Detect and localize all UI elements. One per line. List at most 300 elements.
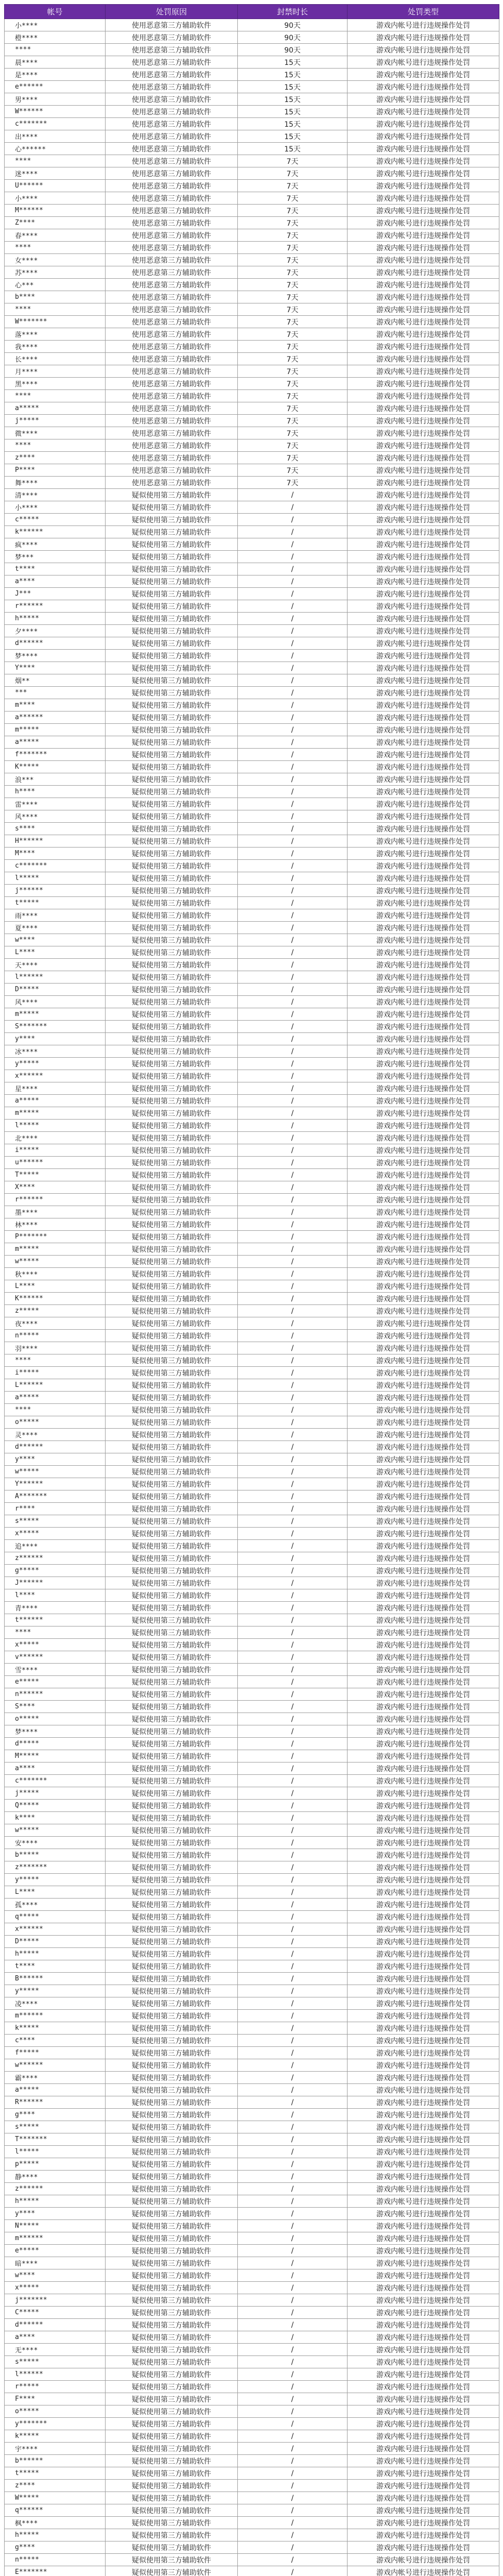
table-row	[5, 1243, 499, 1256]
type-cell: 游戏内帐号进行违规操作处罚	[348, 2467, 499, 2480]
table-row	[5, 613, 499, 625]
table-row	[5, 959, 499, 971]
table-row	[5, 786, 499, 798]
duration-cell: /	[238, 1231, 348, 1243]
duration-cell: /	[238, 489, 348, 501]
duration-cell: 7天	[238, 279, 348, 291]
reason-cell: 疑似使用第三方辅助软件	[106, 2307, 238, 2319]
type-cell: 游戏内帐号进行违规操作处罚	[348, 2245, 499, 2257]
type-cell: 游戏内帐号进行违规操作处罚	[348, 2455, 499, 2467]
table-row	[5, 2183, 499, 2195]
account-cell: d******	[5, 637, 106, 650]
table-row	[5, 2492, 499, 2504]
table-row	[5, 1218, 499, 1231]
account-cell: 暗****	[5, 2257, 106, 2269]
duration-cell: /	[238, 1490, 348, 1503]
duration-cell: /	[238, 1911, 348, 1923]
table-row	[5, 2319, 499, 2331]
duration-cell: /	[238, 625, 348, 637]
duration-cell: /	[238, 848, 348, 860]
account-cell: 雨****	[5, 909, 106, 922]
account-cell: e*****	[5, 1676, 106, 1688]
account-cell: y****	[5, 2208, 106, 2220]
account-cell: U******	[5, 180, 106, 192]
account-cell: E*******	[5, 2566, 106, 2576]
duration-cell: /	[238, 2529, 348, 2541]
reason-cell: 疑似使用第三方辅助软件	[106, 1874, 238, 1886]
type-cell: 游戏内帐号进行违规操作处罚	[348, 1824, 499, 1837]
table-row	[5, 1490, 499, 1503]
duration-cell: /	[238, 1330, 348, 1342]
account-cell: R******	[5, 2096, 106, 2109]
duration-cell: /	[238, 2183, 348, 2195]
reason-cell: 疑似使用第三方辅助软件	[106, 674, 238, 687]
duration-cell: /	[238, 2455, 348, 2467]
type-cell: 游戏内帐号进行违规操作处罚	[348, 143, 499, 155]
table-row	[5, 2072, 499, 2084]
account-cell: 心******	[5, 143, 106, 155]
account-cell: m******	[5, 2010, 106, 2022]
duration-cell: /	[238, 2294, 348, 2307]
reason-cell: 使用恶意第三方辅助软件	[106, 427, 238, 439]
duration-cell: /	[238, 1713, 348, 1725]
type-cell: 游戏内帐号进行违规操作处罚	[348, 2022, 499, 2035]
table-row	[5, 217, 499, 229]
account-cell: x*****	[5, 1639, 106, 1651]
reason-cell: 疑似使用第三方辅助软件	[106, 1614, 238, 1626]
duration-cell: /	[238, 1800, 348, 1812]
duration-cell: /	[238, 835, 348, 848]
type-cell: 游戏内帐号进行违规操作处罚	[348, 1317, 499, 1330]
type-cell: 游戏内帐号进行违规操作处罚	[348, 1305, 499, 1317]
reason-cell: 疑似使用第三方辅助软件	[106, 625, 238, 637]
duration-cell: /	[238, 1379, 348, 1392]
reason-cell: 使用恶意第三方辅助软件	[106, 31, 238, 44]
table-body	[5, 19, 499, 2576]
duration-cell: /	[238, 2109, 348, 2121]
table-row	[5, 2269, 499, 2282]
type-cell: 游戏内帐号进行违规操作处罚	[348, 2331, 499, 2344]
table-row	[5, 650, 499, 662]
table-row	[5, 1008, 499, 1021]
account-cell: y*******	[5, 2418, 106, 2430]
reason-cell: 疑似使用第三方辅助软件	[106, 1528, 238, 1540]
duration-cell: /	[238, 922, 348, 934]
table-row	[5, 402, 499, 415]
duration-cell: /	[238, 761, 348, 773]
account-cell: 微****	[5, 427, 106, 439]
account-cell: ****	[5, 439, 106, 452]
reason-cell: 疑似使用第三方辅助软件	[106, 1008, 238, 1021]
reason-cell: 疑似使用第三方辅助软件	[106, 2492, 238, 2504]
reason-cell: 疑似使用第三方辅助软件	[106, 613, 238, 625]
reason-cell: 疑似使用第三方辅助软件	[106, 1985, 238, 1997]
reason-cell: 疑似使用第三方辅助软件	[106, 600, 238, 613]
reason-cell: 疑似使用第三方辅助软件	[106, 1688, 238, 1701]
duration-cell: /	[238, 1577, 348, 1589]
type-cell: 游戏内帐号进行违规操作处罚	[348, 736, 499, 749]
type-cell: 游戏内帐号进行违规操作处罚	[348, 1750, 499, 1762]
duration-cell: /	[238, 687, 348, 699]
reason-cell: 疑似使用第三方辅助软件	[106, 1800, 238, 1812]
reason-cell: 使用恶意第三方辅助软件	[106, 93, 238, 106]
account-cell: w******	[5, 2059, 106, 2072]
type-cell: 游戏内帐号进行违规操作处罚	[348, 439, 499, 452]
account-cell: e*****	[5, 2245, 106, 2257]
type-cell: 游戏内帐号进行违规操作处罚	[348, 69, 499, 81]
table-row	[5, 378, 499, 390]
table-row	[5, 1923, 499, 1936]
account-cell: q*****	[5, 1911, 106, 1923]
account-cell: 梦****	[5, 1725, 106, 1738]
account-cell: a****	[5, 2331, 106, 2344]
duration-cell: /	[238, 786, 348, 798]
type-cell: 游戏内帐号进行违规操作处罚	[348, 464, 499, 477]
table-row	[5, 724, 499, 736]
reason-cell: 疑似使用第三方辅助软件	[106, 897, 238, 909]
account-cell: S****	[5, 1701, 106, 1713]
account-cell: 追****	[5, 1540, 106, 1552]
reason-cell: 疑似使用第三方辅助软件	[106, 1923, 238, 1936]
account-cell: j*****	[5, 1787, 106, 1800]
account-cell: J***	[5, 588, 106, 600]
table-row	[5, 761, 499, 773]
account-cell: a*****	[5, 736, 106, 749]
type-cell: 游戏内帐号进行违规操作处罚	[348, 946, 499, 959]
reason-cell: 疑似使用第三方辅助软件	[106, 1268, 238, 1280]
duration-cell: /	[238, 1824, 348, 1837]
type-cell: 游戏内帐号进行违规操作处罚	[348, 353, 499, 365]
duration-cell: /	[238, 1762, 348, 1775]
reason-cell: 使用恶意第三方辅助软件	[106, 44, 238, 56]
type-cell: 游戏内帐号进行违规操作处罚	[348, 1713, 499, 1725]
type-cell: 游戏内帐号进行违规操作处罚	[348, 2109, 499, 2121]
table-row	[5, 1861, 499, 1874]
account-cell: n******	[5, 1688, 106, 1701]
duration-cell: /	[238, 600, 348, 613]
account-cell: C*****	[5, 2307, 106, 2319]
duration-cell: 90天	[238, 19, 348, 31]
account-cell: x*****	[5, 1528, 106, 1540]
reason-cell: 疑似使用第三方辅助软件	[106, 2010, 238, 2022]
type-cell: 游戏内帐号进行违规操作处罚	[348, 2381, 499, 2393]
account-cell: f*****	[5, 2047, 106, 2059]
table-row	[5, 2195, 499, 2208]
type-cell: 游戏内帐号进行违规操作处罚	[348, 192, 499, 205]
table-row	[5, 44, 499, 56]
type-cell: 游戏内帐号进行违规操作处罚	[348, 2554, 499, 2566]
duration-cell: /	[238, 2245, 348, 2257]
account-cell: w****	[5, 934, 106, 946]
table-row	[5, 1589, 499, 1602]
reason-cell: 疑似使用第三方辅助软件	[106, 1194, 238, 1206]
duration-cell: 7天	[238, 439, 348, 452]
table-row	[5, 93, 499, 106]
type-cell: 游戏内帐号进行违规操作处罚	[348, 1120, 499, 1132]
duration-cell: 7天	[238, 205, 348, 217]
account-cell: T*****	[5, 1169, 106, 1181]
account-cell: w*****	[5, 1466, 106, 1478]
type-cell: 游戏内帐号进行违规操作处罚	[348, 167, 499, 180]
type-cell: 游戏内帐号进行违规操作处罚	[348, 1021, 499, 1033]
reason-cell: 使用恶意第三方辅助软件	[106, 106, 238, 118]
type-cell: 游戏内帐号进行违规操作处罚	[348, 1602, 499, 1614]
account-cell: M******	[5, 205, 106, 217]
type-cell: 游戏内帐号进行违规操作处罚	[348, 291, 499, 303]
reason-cell: 疑似使用第三方辅助软件	[106, 1441, 238, 1453]
reason-cell: 疑似使用第三方辅助软件	[106, 1664, 238, 1676]
table-row	[5, 2035, 499, 2047]
reason-cell: 疑似使用第三方辅助软件	[106, 2158, 238, 2171]
table-row	[5, 2010, 499, 2022]
account-cell: s*****	[5, 2121, 106, 2133]
account-cell: 夜****	[5, 1317, 106, 1330]
account-cell: 小****	[5, 192, 106, 205]
account-cell: 橙****	[5, 31, 106, 44]
reason-cell: 疑似使用第三方辅助软件	[106, 1676, 238, 1688]
table-row	[5, 1045, 499, 1058]
reason-cell: 疑似使用第三方辅助软件	[106, 1490, 238, 1503]
reason-cell: 疑似使用第三方辅助软件	[106, 2084, 238, 2096]
type-cell: 游戏内帐号进行违规操作处罚	[348, 699, 499, 711]
account-cell: ****	[5, 155, 106, 167]
account-cell: 风****	[5, 996, 106, 1008]
duration-cell: /	[238, 2059, 348, 2072]
duration-cell: 7天	[238, 427, 348, 439]
type-cell: 游戏内帐号进行违规操作处罚	[348, 1058, 499, 1070]
account-cell: r******	[5, 1194, 106, 1206]
type-cell: 游戏内帐号进行违规操作处罚	[348, 2393, 499, 2405]
account-cell: T*******	[5, 2133, 106, 2146]
reason-cell: 使用恶意第三方辅助软件	[106, 328, 238, 341]
duration-cell: /	[238, 1540, 348, 1552]
table-row	[5, 749, 499, 761]
account-cell: l****	[5, 1589, 106, 1602]
duration-cell: /	[238, 2269, 348, 2282]
account-cell: Q*****	[5, 1800, 106, 1812]
account-cell: 风****	[5, 810, 106, 823]
reason-cell: 疑似使用第三方辅助软件	[106, 1589, 238, 1602]
reason-cell: 使用恶意第三方辅助软件	[106, 217, 238, 229]
type-cell: 游戏内帐号进行违规操作处罚	[348, 1157, 499, 1169]
reason-cell: 疑似使用第三方辅助软件	[106, 1775, 238, 1787]
duration-cell: 7天	[238, 402, 348, 415]
duration-cell: /	[238, 1354, 348, 1367]
reason-cell: 疑似使用第三方辅助软件	[106, 1837, 238, 1849]
reason-cell: 疑似使用第三方辅助软件	[106, 526, 238, 538]
duration-cell: 90天	[238, 44, 348, 56]
type-cell: 游戏内帐号进行违规操作处罚	[348, 2368, 499, 2381]
table-row	[5, 279, 499, 291]
header-duration: 封禁时长	[238, 5, 348, 19]
table-row	[5, 81, 499, 93]
reason-cell: 疑似使用第三方辅助软件	[106, 1305, 238, 1317]
reason-cell: 使用恶意第三方辅助软件	[106, 452, 238, 464]
table-row	[5, 773, 499, 786]
type-cell: 游戏内帐号进行违规操作处罚	[348, 1973, 499, 1985]
table-row	[5, 1960, 499, 1973]
table-row	[5, 439, 499, 452]
type-cell: 游戏内帐号进行违规操作处罚	[348, 2430, 499, 2443]
type-cell: 游戏内帐号进行违规操作处罚	[348, 303, 499, 316]
table-row	[5, 2529, 499, 2541]
type-cell: 游戏内帐号进行违规操作处罚	[348, 1243, 499, 1256]
table-row	[5, 2554, 499, 2566]
type-cell: 游戏内帐号进行违规操作处罚	[348, 1478, 499, 1490]
type-cell: 游戏内帐号进行违规操作处罚	[348, 19, 499, 31]
reason-cell: 疑似使用第三方辅助软件	[106, 1379, 238, 1392]
account-cell: 冰****	[5, 1045, 106, 1058]
type-cell: 游戏内帐号进行违规操作处罚	[348, 1540, 499, 1552]
type-cell: 游戏内帐号进行违规操作处罚	[348, 2356, 499, 2368]
type-cell: 游戏内帐号进行违规操作处罚	[348, 56, 499, 69]
reason-cell: 使用恶意第三方辅助软件	[106, 477, 238, 489]
table-row	[5, 1354, 499, 1367]
reason-cell: 疑似使用第三方辅助软件	[106, 959, 238, 971]
reason-cell: 使用恶意第三方辅助软件	[106, 69, 238, 81]
account-cell: X****	[5, 1181, 106, 1194]
duration-cell: /	[238, 501, 348, 514]
account-cell: 烟**	[5, 674, 106, 687]
duration-cell: /	[238, 1120, 348, 1132]
table-row	[5, 501, 499, 514]
table-row	[5, 514, 499, 526]
type-cell: 游戏内帐号进行违规操作处罚	[348, 2133, 499, 2146]
table-row	[5, 2158, 499, 2171]
type-cell: 游戏内帐号进行违规操作处罚	[348, 2220, 499, 2232]
table-row	[5, 1824, 499, 1837]
table-row	[5, 365, 499, 378]
table-row	[5, 2245, 499, 2257]
reason-cell: 疑似使用第三方辅助软件	[106, 1750, 238, 1762]
type-cell: 游戏内帐号进行违规操作处罚	[348, 749, 499, 761]
table-row	[5, 1899, 499, 1911]
duration-cell: /	[238, 2121, 348, 2133]
reason-cell: 疑似使用第三方辅助软件	[106, 1997, 238, 2010]
duration-cell: /	[238, 2368, 348, 2381]
reason-cell: 疑似使用第三方辅助软件	[106, 2455, 238, 2467]
reason-cell: 使用恶意第三方辅助软件	[106, 390, 238, 402]
type-cell: 游戏内帐号进行违规操作处罚	[348, 390, 499, 402]
table-row	[5, 56, 499, 69]
type-cell: 游戏内帐号进行违规操作处罚	[348, 959, 499, 971]
type-cell: 游戏内帐号进行违规操作处罚	[348, 2035, 499, 2047]
duration-cell: /	[238, 1725, 348, 1738]
reason-cell: 疑似使用第三方辅助软件	[106, 2257, 238, 2269]
reason-cell: 疑似使用第三方辅助软件	[106, 1095, 238, 1107]
account-cell: z****	[5, 452, 106, 464]
account-cell: N*****	[5, 2220, 106, 2232]
duration-cell: /	[238, 1948, 348, 1960]
type-cell: 游戏内帐号进行违规操作处罚	[348, 823, 499, 835]
reason-cell: 疑似使用第三方辅助软件	[106, 1218, 238, 1231]
table-row	[5, 1280, 499, 1293]
type-cell: 游戏内帐号进行违规操作处罚	[348, 1466, 499, 1478]
duration-cell: 7天	[238, 242, 348, 254]
type-cell: 游戏内帐号进行违规操作处罚	[348, 1256, 499, 1268]
table-row	[5, 1317, 499, 1330]
table-row	[5, 860, 499, 872]
reason-cell: 使用恶意第三方辅助软件	[106, 254, 238, 266]
type-cell: 游戏内帐号进行违规操作处罚	[348, 2517, 499, 2529]
type-cell: 游戏内帐号进行违规操作处罚	[348, 1095, 499, 1107]
table-row	[5, 2109, 499, 2121]
duration-cell: /	[238, 1899, 348, 1911]
reason-cell: 使用恶意第三方辅助软件	[106, 365, 238, 378]
reason-cell: 疑似使用第三方辅助软件	[106, 1416, 238, 1429]
table-row	[5, 353, 499, 365]
table-row	[5, 205, 499, 217]
table-row	[5, 1701, 499, 1713]
reason-cell: 疑似使用第三方辅助软件	[106, 2121, 238, 2133]
table-row	[5, 2430, 499, 2443]
table-row	[5, 2171, 499, 2183]
reason-cell: 疑似使用第三方辅助软件	[106, 2047, 238, 2059]
account-cell: 疯****	[5, 538, 106, 551]
reason-cell: 疑似使用第三方辅助软件	[106, 2245, 238, 2257]
reason-cell: 疑似使用第三方辅助软件	[106, 810, 238, 823]
duration-cell: /	[238, 1416, 348, 1429]
penalty-announcement	[4, 4, 499, 2576]
account-cell: 夕****	[5, 625, 106, 637]
duration-cell: /	[238, 2331, 348, 2344]
account-cell: k****	[5, 1812, 106, 1824]
table-row	[5, 464, 499, 477]
duration-cell: /	[238, 2393, 348, 2405]
reason-cell: 疑似使用第三方辅助软件	[106, 971, 238, 984]
type-cell: 游戏内帐号进行违规操作处罚	[348, 1614, 499, 1626]
reason-cell: 疑似使用第三方辅助软件	[106, 1503, 238, 1515]
type-cell: 游戏内帐号进行违规操作处罚	[348, 1626, 499, 1639]
reason-cell: 疑似使用第三方辅助软件	[106, 2096, 238, 2109]
account-cell: ****	[5, 1354, 106, 1367]
type-cell: 游戏内帐号进行违规操作处罚	[348, 118, 499, 130]
table-row	[5, 180, 499, 192]
account-cell: M****	[5, 848, 106, 860]
duration-cell: 7天	[238, 353, 348, 365]
table-row	[5, 2541, 499, 2554]
type-cell: 游戏内帐号进行违规操作处罚	[348, 1664, 499, 1676]
reason-cell: 疑似使用第三方辅助软件	[106, 1948, 238, 1960]
account-cell: d*****	[5, 1738, 106, 1750]
account-cell: k*****	[5, 2022, 106, 2035]
type-cell: 游戏内帐号进行违规操作处罚	[348, 1490, 499, 1503]
table-row	[5, 922, 499, 934]
reason-cell: 疑似使用第三方辅助软件	[106, 2480, 238, 2492]
duration-cell: /	[238, 1503, 348, 1515]
duration-cell: /	[238, 736, 348, 749]
reason-cell: 疑似使用第三方辅助软件	[106, 946, 238, 959]
duration-cell: /	[238, 551, 348, 563]
reason-cell: 使用恶意第三方辅助软件	[106, 279, 238, 291]
table-row	[5, 1738, 499, 1750]
reason-cell: 疑似使用第三方辅助软件	[106, 2171, 238, 2183]
reason-cell: 疑似使用第三方辅助软件	[106, 2109, 238, 2121]
table-row	[5, 588, 499, 600]
duration-cell: /	[238, 2035, 348, 2047]
type-cell: 游戏内帐号进行违规操作处罚	[348, 2443, 499, 2455]
reason-cell: 疑似使用第三方辅助软件	[106, 1738, 238, 1750]
duration-cell: /	[238, 885, 348, 897]
table-row	[5, 1367, 499, 1379]
account-cell: Z****	[5, 217, 106, 229]
penalty-table	[4, 4, 499, 2576]
type-cell: 游戏内帐号进行违规操作处罚	[348, 452, 499, 464]
duration-cell: /	[238, 1181, 348, 1194]
account-cell: s****	[5, 823, 106, 835]
duration-cell: 7天	[238, 477, 348, 489]
type-cell: 游戏内帐号进行违规操作处罚	[348, 1639, 499, 1651]
